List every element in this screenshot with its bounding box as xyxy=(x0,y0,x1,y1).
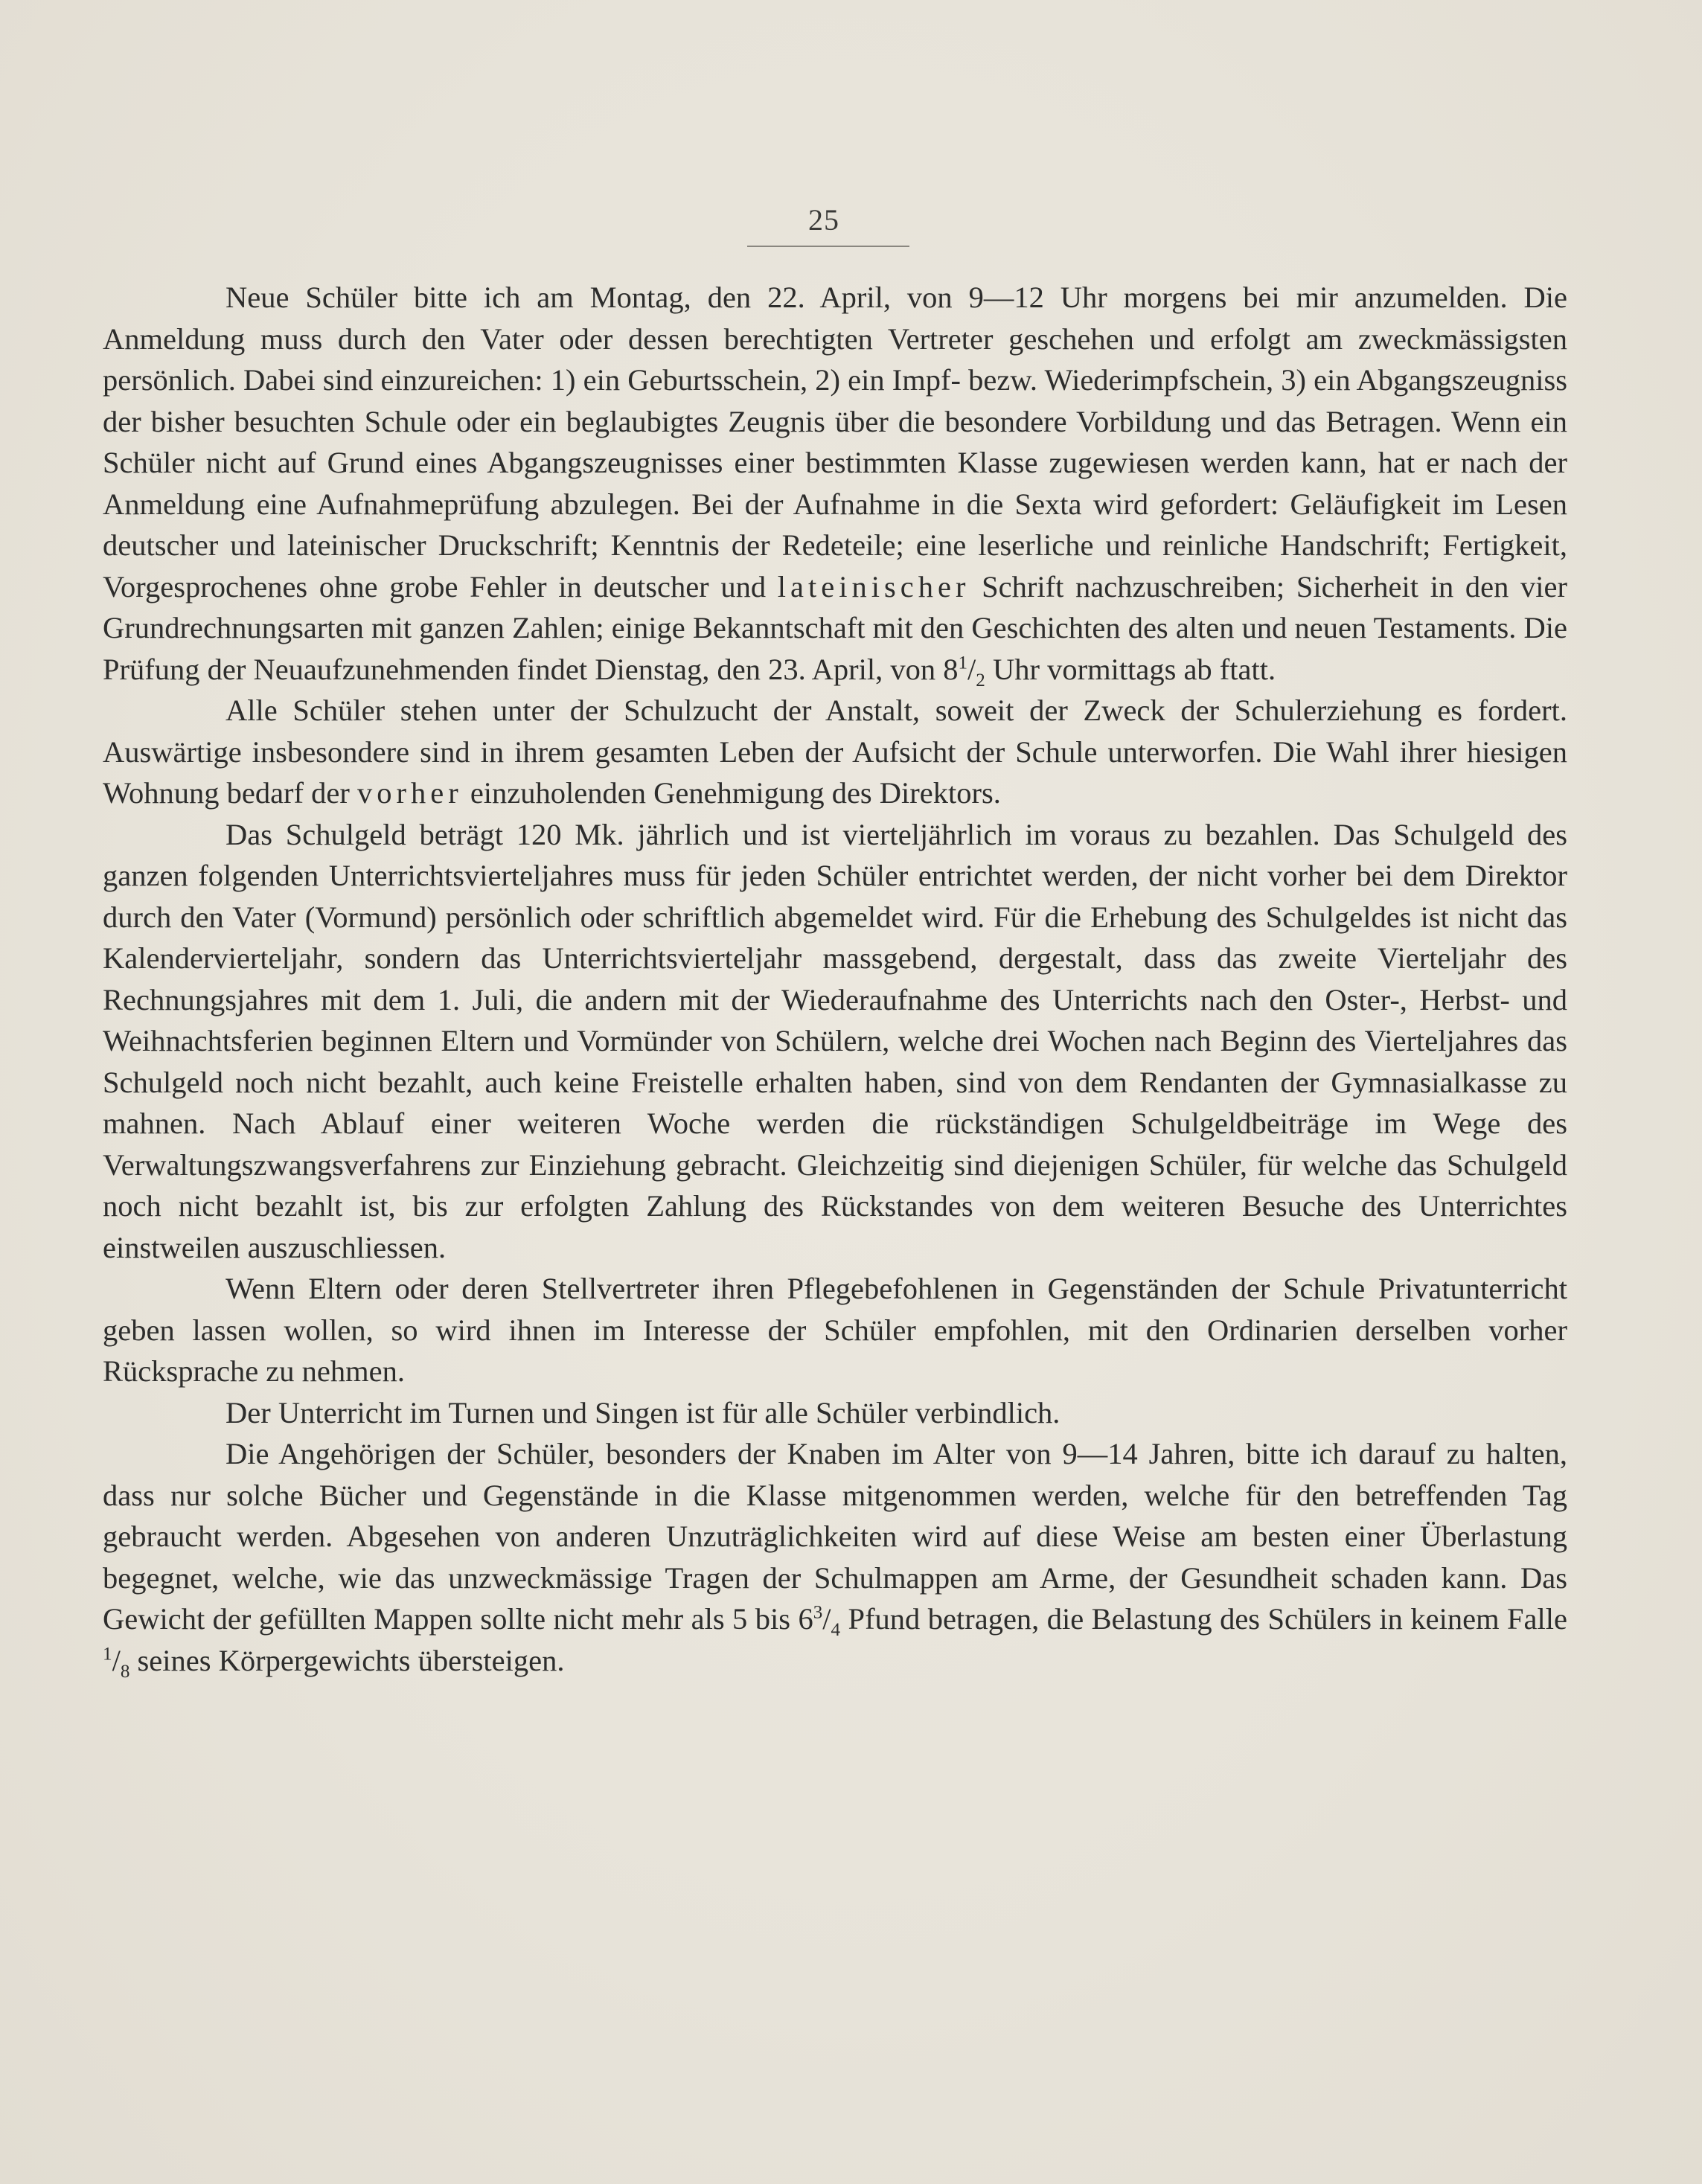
paragraph-private-tuition: Wenn Eltern oder deren Stellvertreter ihren Pflegebefohlenen in Gegenständen der Schule Privatunterricht geben lassen wollen, so wird ihnen im Interesse der Schüler empfohlen, mit den Ordinarien derselben vorher Rücksprache zu nehmen. xyxy=(103,1272,1567,1388)
paragraph-text: Uhr vormittags ab ftatt. xyxy=(992,652,1276,686)
paragraph-text: einzuholenden Genehmigung des Direktors. xyxy=(470,776,1001,810)
page-number-rule xyxy=(747,246,909,247)
spaced-word: vorher xyxy=(357,776,463,810)
paragraph-gymnastics-singing: Der Unterricht im Turnen und Singen ist für alle Schüler verbindlich. xyxy=(225,1395,1060,1429)
page-number: 25 xyxy=(808,203,839,237)
fraction-slash: / xyxy=(967,652,976,686)
paragraph-text: Schrift nachzuschreiben; Sicherheit in den vier Grundrechnungsarten mit ganzen Zahlen; einige Bekanntschaft mit den Geschichten des alten und neuen Testaments. Die Prüfung der Neuaufzunehmenden findet Dienstag, den 23. April, von 8 xyxy=(103,569,1568,686)
paragraph-discipline xyxy=(103,690,1567,814)
fraction-denominator: 4 xyxy=(831,1620,841,1641)
spaced-word: lateinischer xyxy=(777,569,970,603)
paragraph-text: Alle Schüler stehen unter der Schulzucht der Anstalt, soweit der Zweck der Schulerziehung es fordert. Auswärtige insbesondere sind in ihrem gesamten Leben der Aufsicht der Schule unterworfen. Die Wahl ihrer hiesigen Wohnung bedarf der xyxy=(103,694,1567,810)
fraction-denominator: 8 xyxy=(120,1661,130,1682)
paragraph-school-bags xyxy=(103,1433,1567,1681)
fraction-numerator: 3 xyxy=(813,1602,823,1623)
paragraph-text: Pfund betragen, die Belastung des Schülers in keinem Falle xyxy=(848,1602,1568,1636)
fraction-numerator: 1 xyxy=(958,653,968,673)
fraction-numerator: 1 xyxy=(103,1644,112,1664)
body-text xyxy=(103,277,1567,1681)
paragraph-text: Die Angehörigen der Schüler, besonders der Knaben im Alter von 9—14 Jahren, bitte ich darauf zu halten, dass nur solche Bücher und Gegenstände in die Klasse mitgenommen werden, welche für den betreffenden Tag gebraucht werden. Abgesehen von anderen Unzuträglichkeiten wird auf diese Weise am besten einer Überlastung begegnet, welche, wie das unzweckmässige Tragen der Schulmappen am Arme, der Gesundheit schaden kann. Das Gewicht der gefüllten Mappen sollte nicht mehr als 5 bis 6 xyxy=(103,1437,1567,1636)
fraction-denominator: 2 xyxy=(976,670,985,691)
paragraph-text: Neue Schüler bitte ich am Montag, den 22. April, von 9—12 Uhr morgens bei mir anzumelden. Die Anmeldung muss durch den Vater oder dessen berechtigten Vertreter geschehen und erfolgt am zweckmässigsten persönlich. Dabei sind einzureichen: 1) ein Geburtsschein, 2) ein Impf- bezw. Wiederimpfschein, 3) ein Abgangszeugniss der bisher besuchten Schule oder ein beglaubigtes Zeugnis über die besondere Vorbildung und das Betragen. Wenn ein Schüler nicht auf Grund eines Abgangszeugnisses einer bestimmten Klasse zugewiesen werden kann, hat er nach der Anmeldung eine Aufnahmeprüfung abzulegen. Bei der Aufnahme in die Sexta wird gefordert: Geläufigkeit im Lesen deutscher und lateinischer Druckschrift; Kenntnis der Redeteile; eine leserliche und reinliche Handschrift; Fertigkeit, Vorgesprochenes ohne grobe Fehler in deutscher und xyxy=(103,281,1567,603)
paragraph-school-fees: Das Schulgeld beträgt 120 Mk. jährlich und ist vierteljährlich im voraus zu bezahlen. Das Schulgeld des ganzen folgenden Unterrichtsvierteljahres muss für jeden Schüler entrichtet werden, der nicht vorher bei dem Direktor durch den Vater (Vormund) persönlich oder schriftlich abgemeldet wird. Für die Erhebung des Schulgeldes ist nicht das Kalendervierteljahr, sondern das Unterrichtsvierteljahr massgebend, dergestalt, dass das zweite Vierteljahr des Rechnungsjahres mit dem 1. Juli, die andern mit der Wiederaufnahme des Unterrichts nach den Oster-, Herbst- und Weihnachtsferien beginnen Eltern und Vormünder von Schülern, welche drei Wochen nach Beginn des Vierteljahres das Schulgeld noch nicht bezahlt, auch keine Freistelle erhalten haben, sind von dem Rendanten der Gymnasialkasse zu mahnen. Nach Ablauf einer weiteren Woche werden die rückständigen Schulgeldbeiträge im Wege des Verwaltungszwangsverfahrens zur Einziehung gebracht. Gleichzeitig sind diejenigen Schüler, für welche das Schulgeld noch nicht bezahlt ist, bis zur erfolgten Zahlung des Rückstandes von dem weiteren Besuche des Unterrichtes einstweilen auszuschliessen. xyxy=(103,817,1567,1264)
paragraph-registration xyxy=(103,277,1567,690)
fraction-slash: / xyxy=(822,1602,831,1636)
paragraph-text: seines Körpergewichts übersteigen. xyxy=(137,1643,565,1677)
fraction-slash: / xyxy=(112,1643,121,1677)
